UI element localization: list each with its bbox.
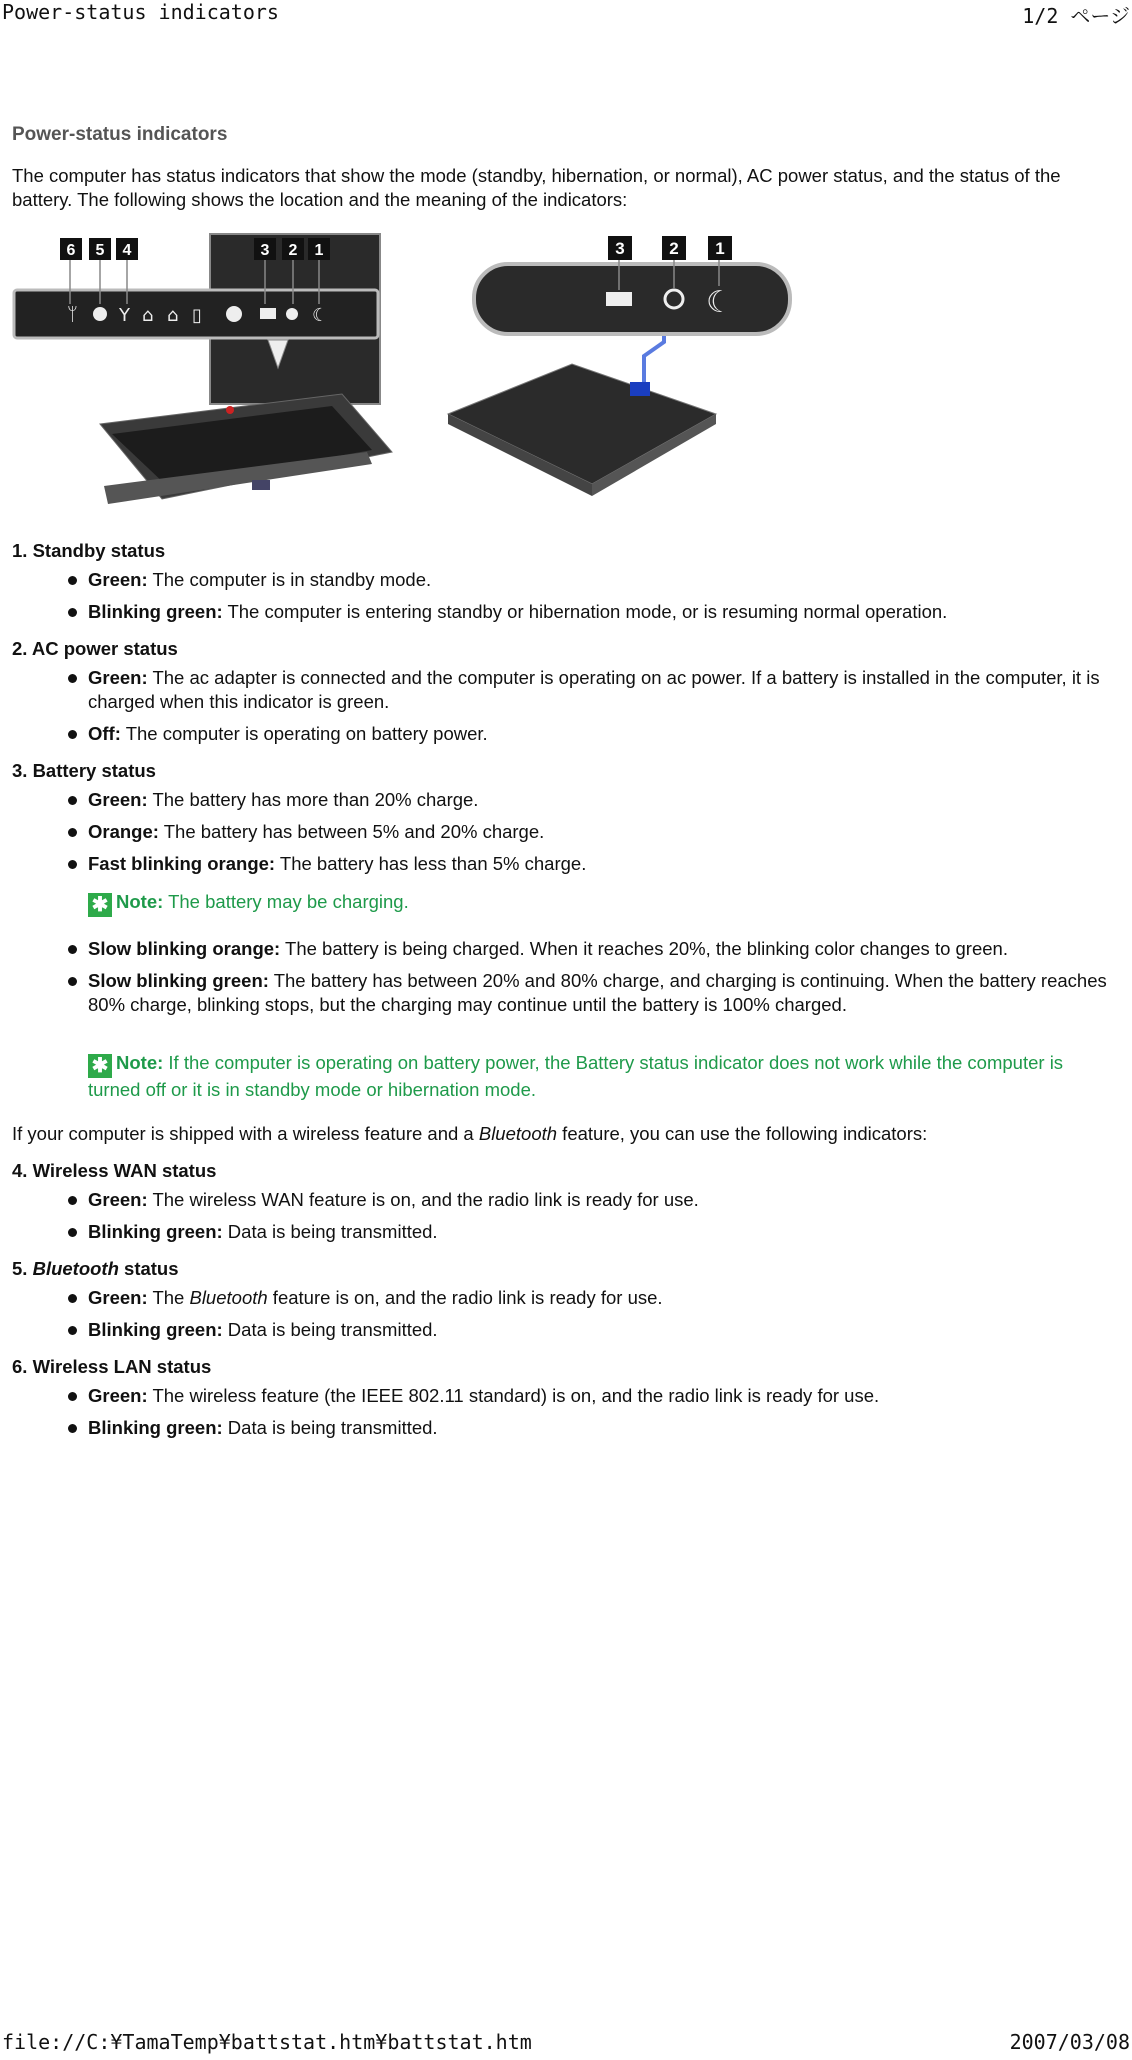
item-label: Green:: [88, 1189, 148, 1210]
item-label: Slow blinking green:: [88, 970, 269, 991]
note-text: If the computer is operating on battery power, the Battery status indicator does not work while the computer is turned off or it is in standby mode or hibernation mode.: [88, 1052, 1064, 1100]
callout-1: 1: [314, 242, 324, 259]
item-label: Orange:: [88, 821, 159, 842]
note-icon: ✱: [88, 1054, 112, 1078]
bullet-icon: [68, 860, 77, 869]
callout-6: 6: [66, 242, 76, 259]
item-text: The battery has between 20% and 80% charge, and charging is continuing. When the battery reaches 80% charge, blinking stops, but the charging may continue until the battery is 100% charged.: [88, 970, 1107, 1015]
bullet-icon: [68, 1326, 77, 1335]
item-text: The computer is in standby mode.: [152, 569, 432, 590]
wireless-intro-text: If your computer is shipped with a wireless feature and a: [12, 1123, 479, 1144]
bullet-icon: [68, 1424, 77, 1433]
right-indicator-panel: [474, 236, 790, 334]
item-label: Fast blinking orange:: [88, 853, 276, 874]
list-item: [56, 820, 1108, 844]
note-label: Note:: [116, 891, 164, 912]
ac-power-list: [12, 666, 1102, 746]
bullet-icon: [68, 576, 77, 585]
callout-4: 4: [122, 242, 132, 259]
item-label: Blinking green:: [88, 1319, 223, 1340]
print-footer-path: file://C:¥TamaTemp¥battstat.htm¥battstat.htm: [2, 2030, 532, 2054]
battery-list: [12, 788, 1102, 876]
item-label: Green:: [88, 667, 148, 688]
section-heading-bluetooth: [12, 1258, 1102, 1280]
print-footer-date: 2007/03/08: [1009, 2030, 1130, 2054]
callout-3: 3: [260, 242, 270, 259]
battery-icon: [260, 308, 276, 319]
callout-5: 5: [95, 242, 105, 259]
item-text-end: feature is on, and the radio link is ready for use.: [267, 1287, 663, 1308]
bullet-icon: [68, 796, 77, 805]
bullet-icon: [68, 674, 77, 683]
heading-number: 5.: [12, 1258, 33, 1279]
item-label: Green:: [88, 1287, 148, 1308]
list-item: [56, 666, 1108, 714]
item-label: Green:: [88, 569, 148, 590]
list-item: [56, 969, 1108, 1017]
bluetooth-term: Bluetooth: [189, 1287, 268, 1308]
battery-large-icon: [606, 292, 632, 306]
list-item: [56, 1188, 1108, 1212]
item-text: The battery has between 5% and 20% charge.: [163, 821, 545, 842]
item-text: The battery is being charged. When it reaches 20%, the blinking color changes to green.: [285, 938, 1008, 959]
item-label: Slow blinking orange:: [88, 938, 281, 959]
section-heading-wireless-wan: 4. Wireless WAN status: [12, 1160, 217, 1181]
wireless-wan-list: [12, 1188, 1102, 1244]
item-label: Green:: [88, 1385, 148, 1406]
bullet-icon: [68, 730, 77, 739]
bluetooth-term: Bluetooth: [478, 1123, 558, 1144]
list-item: [56, 1384, 1108, 1408]
item-label: Green:: [88, 789, 148, 810]
bullet-icon: [68, 1392, 77, 1401]
print-header-page: 1/2 ページ: [1022, 4, 1130, 28]
note-battery-charging: [88, 890, 1098, 917]
heading-rest: status: [118, 1258, 179, 1279]
item-text: The computer is operating on battery power.: [125, 723, 488, 744]
note-battery-indicator: [88, 1051, 1098, 1102]
bullet-icon: [68, 1294, 77, 1303]
bullet-icon: [68, 1228, 77, 1237]
bluetooth-list: [12, 1286, 1102, 1342]
item-text: Data is being transmitted.: [227, 1221, 438, 1242]
item-label: Blinking green:: [88, 601, 223, 622]
closed-laptop-image: [448, 324, 716, 496]
moon-icon: ☾: [312, 305, 329, 326]
intro-paragraph: The computer has status indicators that show the mode (standby, hibernation, or normal), AC power status, and the status of the battery. The following shows the location and the meaning of the indicators:: [12, 165, 1061, 210]
item-text: Data is being transmitted.: [227, 1417, 438, 1438]
callout-right-3: 3: [615, 239, 625, 258]
bullet-icon: [68, 977, 77, 986]
heading-bluetooth-term: Bluetooth: [32, 1258, 119, 1279]
tablet-laptop-image: [100, 234, 392, 504]
list-item: [56, 788, 1108, 812]
wireless-wan-icon: Y: [119, 305, 130, 326]
item-label: Blinking green:: [88, 1417, 223, 1438]
bullet-icon: [68, 608, 77, 617]
bullet-icon: [68, 1196, 77, 1205]
list-item: [56, 568, 1108, 592]
ac-plug-icon: [286, 308, 298, 320]
section-heading-ac-power: 2. AC power status: [12, 638, 178, 659]
left-callouts: [60, 238, 330, 260]
item-label: Blinking green:: [88, 1221, 223, 1242]
item-text: The ac adapter is connected and the computer is operating on ac power. If a battery is installed in the computer, it is charged when this indicator is green.: [88, 667, 1100, 712]
section-heading-wireless-lan: 6. Wireless LAN status: [12, 1356, 212, 1377]
item-text: The battery has less than 5% charge.: [279, 853, 587, 874]
lock2-icon: ⌂: [167, 305, 179, 326]
note-icon: ✱: [88, 893, 112, 917]
wireless-intro: [12, 1122, 1102, 1146]
indicator-figure: [12, 224, 1102, 514]
callout-2: 2: [288, 242, 298, 259]
print-header: [0, 0, 1132, 28]
item-text: The battery has more than 20% charge.: [152, 789, 479, 810]
callout-right-1: 1: [715, 239, 725, 258]
note-text: The battery may be charging.: [168, 891, 409, 912]
item-text: The wireless feature (the IEEE 802.11 standard) is on, and the radio link is ready for use.: [152, 1385, 880, 1406]
wireless-intro-text-end: feature, you can use the following indicators:: [557, 1123, 928, 1144]
battery-list-continued: [12, 937, 1107, 1017]
item-text: Data is being transmitted.: [227, 1319, 438, 1340]
document-body: [12, 118, 1107, 1448]
bluetooth-icon: [93, 307, 107, 321]
item-text: The wireless WAN feature is on, and the radio link is ready for use.: [152, 1189, 699, 1210]
list-item: [56, 1416, 1108, 1440]
standby-list: [12, 568, 1102, 624]
item-text: The computer is entering standby or hibernation mode, or is resuming normal operation.: [227, 601, 948, 622]
list-item: [56, 852, 1108, 876]
list-item: [56, 1220, 1108, 1244]
bullet-icon: [68, 828, 77, 837]
list-item: [56, 1318, 1108, 1342]
list-item: [56, 937, 1108, 961]
drive-icon: ▯: [192, 305, 202, 326]
list-item: [56, 600, 1108, 624]
print-footer: [0, 2030, 1132, 2058]
section-heading-standby: 1. Standby status: [12, 540, 166, 561]
item-label: Off:: [88, 723, 121, 744]
item-text: The: [152, 1287, 190, 1308]
moon-large-icon: ☾: [706, 285, 733, 320]
callout-right-2: 2: [669, 239, 679, 258]
bullet-icon: [68, 945, 77, 954]
wireless-lan-icon: ᛘ: [67, 304, 78, 325]
list-item: [56, 1286, 1108, 1310]
indicator-illustration: [12, 224, 1102, 514]
power-icon: [226, 306, 242, 322]
section-heading-battery: 3. Battery status: [12, 760, 156, 781]
page-title: Power-status indicators: [12, 124, 228, 145]
wireless-lan-list: [12, 1384, 1102, 1440]
print-header-title: Power-status indicators: [2, 0, 279, 24]
lock-icon: ⌂: [142, 305, 154, 326]
note-label: Note:: [116, 1052, 164, 1073]
list-item: [56, 722, 1108, 746]
